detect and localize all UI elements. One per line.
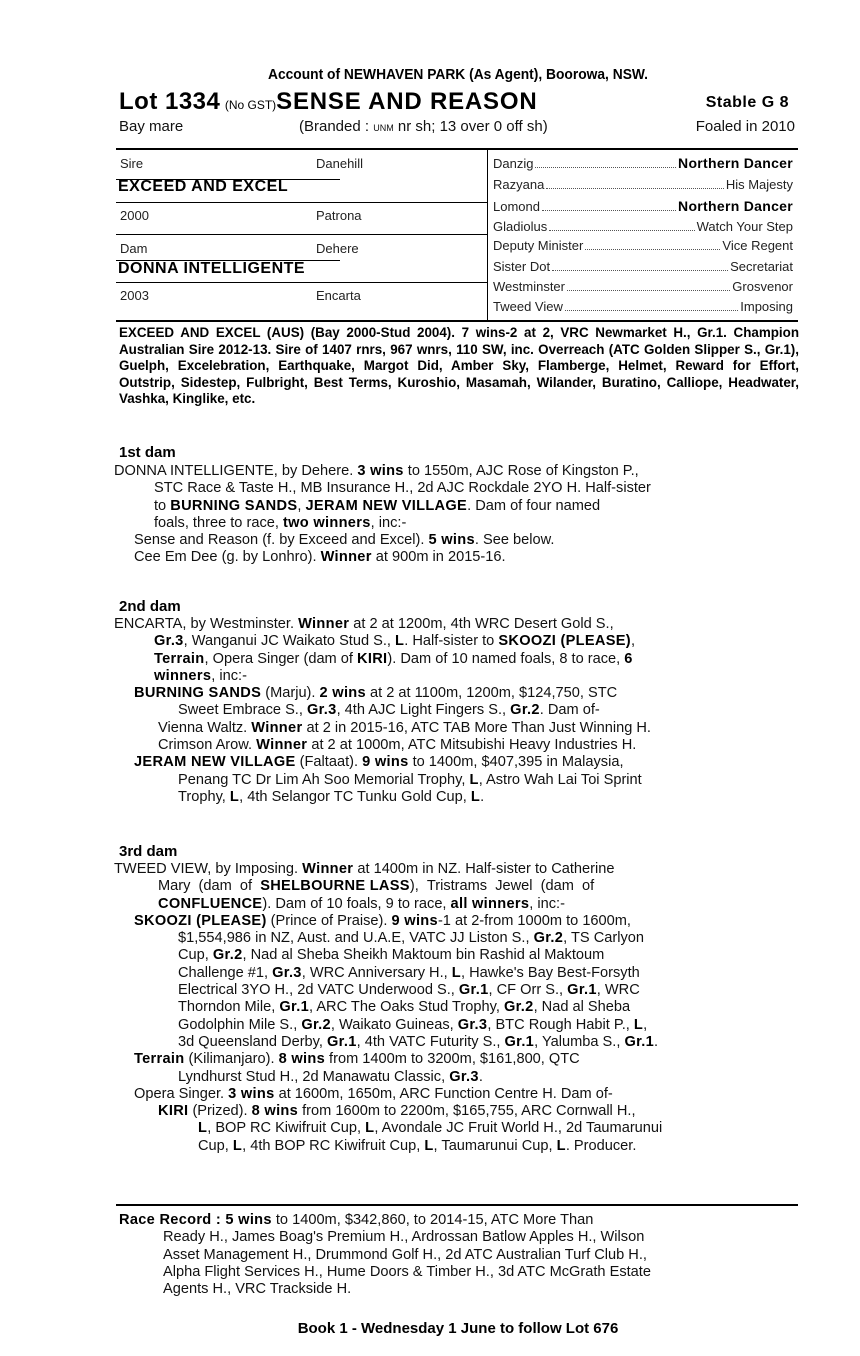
dam-dam: Encarta [316,288,361,303]
brand-text-a: (Branded : [299,118,374,135]
first-dam-text: DONNA INTELLIGENTE, by Dehere. 3 wins to 1550m, AJC Rose of Kingston P., STC Race & Taste H., MB Insurance H., 2d AJC Rockdale 2YO H. Half-sister to BURNING SANDS, JERAM NEW VILLAGE. Dam of four named foals, three to race, two winners, inc:- Sense and Reason (f. by Exceed and Excel). 5 wins. See below. Cee Em Dee (g. by Lonhro). Winner at 900m in 2015-16. [114,463,651,566]
race-record-text: to 1400m, $342,860, to 2014-15, ATC More Than [271,1212,594,1228]
lot-title-line [119,88,799,116]
gg-name: Razyana [493,177,545,192]
ped-line [116,282,487,283]
gg-parent: Secretariat [730,259,793,274]
gg-parent: Imposing [740,299,793,314]
first-dam-heading: 1st dam [119,444,176,461]
gg-name: Westminster [493,279,565,294]
sire-summary: EXCEED AND EXCEL (AUS) (Bay 2000-Stud 2004). 7 wins-2 at 2, VRC Newmarket H., Gr.1. Champion Australian Sire 2012-13. Sire of 1407 rnrs, 967 wnrs, 110 SW, inc. Overreach (ATC Golden Slipper S., Gr.1), Guelph, Excelebration, Earthquake, Margot Did, Amber Sky, Flamberge, Helmet, Reward for Effort, Outstrip, Sidestep, Fulbright, Best Terms, Kuroshio, Masamah, Wilander, Buratino, Calliope, Headwater, Vashka, Kinglike, etc. [119,325,799,406]
brand-unm: UNM [373,123,394,133]
gg-row [493,177,793,192]
dot-leader [552,270,728,271]
gg-name: Tweed View [493,299,563,314]
foaled-year: Foaled in 2010 [695,118,795,135]
dot-leader [542,210,676,211]
ped-line [116,202,487,203]
dam-sire: Dehere [316,241,359,256]
pedigree-divider [487,150,488,320]
lot-number: Lot 1334 [119,88,221,115]
third-dam-heading: 3rd dam [119,843,178,860]
dot-leader [565,310,738,311]
dot-leader [567,290,730,291]
horse-sex: Bay mare [119,118,184,135]
gg-parent: Watch Your Step [696,219,793,234]
gg-name: Deputy Minister [493,238,584,253]
race-record: Race Record : 5 wins to 1400m, $342,860, to 2014-15, ATC More Than Ready H., James Boag's Premium H., Ardrossan Batlow Apples H., Wilson Asset Management H., Drummond Golf H., 2d ATC Australian Turf Club H., Alpha Flight Services H., Hume Doors & Timber H., 3d ATC McGrath Estate Agents H., VRC Trackside H. [119,1212,651,1298]
second-dam-heading: 2nd dam [119,598,181,615]
gg-name: Danzig [493,156,534,171]
stable-location: Stable G 8 [705,94,789,111]
gg-row [493,238,793,253]
second-dam-text: ENCARTA, by Westminster. Winner at 2 at 1200m, 4th WRC Desert Gold S., Gr.3, Wanganui JC Waikato Stud S., L. Half-sister to SKOOZI (PLEASE), Terrain, Opera Singer (dam of KIRI). Dam of 10 named foals, 8 to race, 6 winners, inc:- BURNING SANDS (Marju). 2 wins at 2 at 1100m, 1200m, $124,750, STC Sweet Embrace S., Gr.3, 4th AJC Light Fingers S., Gr.2. Dam of- Vienna Waltz. Winner at 2 in 2015-16, ATC TAB More Than Just Winning H. Crimson Arow. Winner at 2 at 1000m, ATC Mitsubishi Heavy Industries H. JERAM NEW VILLAGE (Faltaat). 9 wins to 1400m, $407,395 in Malaysia, Penang TC Dr Lim Ah Soo Memorial Trophy, L, Astro Wah Lai Toi Sprint Trophy, L, 4th Selangor TC Tunku Gold Cup, L. [114,616,651,805]
gg-name: Gladiolus [493,219,548,234]
sire-dam: Patrona [316,208,362,223]
dot-leader [535,167,676,168]
gg-row [493,155,793,171]
gst-note: (No GST) [224,98,277,112]
gg-row [493,299,793,314]
sire-sire: Danehill [316,156,363,171]
sale-footer: Book 1 - Wednesday 1 June to follow Lot 676 [297,1320,619,1337]
gg-name: Lomond [493,199,540,214]
third-dam-text: TWEED VIEW, by Imposing. Winner at 1400m in NZ. Half-sister to Catherine Mary (dam of SHELBOURNE LASS), Tristrams Jewel (dam of CONFLUENCE). Dam of 10 foals, 9 to race, all winners, inc:- SKOOZI (PLEASE) (Prince of Praise). 9 wins-1 at 2-from 1000m to 1600m, $1,554,986 in NZ, Aust. and U.A.E, VATC JJ Liston S., Gr.2, TS Carlyon Cup, Gr.2, Nad al Sheba Sheikh Maktoum bin Rashid al Maktoum Challenge #1, Gr.3, WRC Anniversary H., L, Hawke's Bay Best-Forsyth Electrical 3YO H., 2d VATC Underwood S., Gr.1, CF Orr S., Gr.1, WRC Thorndon Mile, Gr.1, ARC The Oaks Stud Trophy, Gr.2, Nad al Sheba Godolphin Mile S., Gr.2, Waikato Guineas, Gr.3, BTC Rough Habit P., L, 3d Queensland Derby, Gr.1, 4th VATC Futurity S., Gr.1, Yalumba S., Gr.1. Terrain (Kilimanjaro). 8 wins from 1400m to 3200m, $161,800, QTC Lyndhurst Stud H., 2d Manawatu Classic, Gr.3. Opera Singer. 3 wins at 1600m, 1650m, ARC Function Centre H. Dam of- KIRI (Prized). 8 wins from 1600m to 2200m, $165,755, ARC Cornwall H., L, BOP RC Kiwifruit Cup, L, Avondale JC Fruit World H., 2d Taumarunui Cup, L, 4th BOP RC Kiwifruit Cup, L, Taumarunui Cup, L. Producer. [114,861,663,1154]
gg-parent: Northern Dancer [678,155,793,171]
gg-name: Sister Dot [493,259,551,274]
dot-leader [585,249,720,250]
gg-parent: Northern Dancer [678,198,793,214]
horse-details [119,118,795,138]
sire-label: Sire [120,156,144,171]
gg-row [493,279,793,294]
horse-name: SENSE AND REASON [276,88,538,115]
dam-name: DONNA INTELLIGENTE [118,260,306,277]
pedigree-table [116,148,798,322]
gg-row [493,219,793,234]
sire-name: EXCEED AND EXCEL [118,178,289,195]
brand-info [299,118,548,135]
ped-line [116,234,487,235]
dot-leader [546,188,724,189]
dam-label: Dam [120,241,148,256]
gg-row [493,198,793,214]
gg-row [493,259,793,274]
gg-parent: His Majesty [725,177,793,192]
gg-parent: Grosvenor [732,279,793,294]
dam-year: 2003 [120,288,149,303]
race-record-label: Race Record : 5 wins [119,1212,272,1228]
brand-text-b: nr sh; 13 over 0 off sh) [393,118,548,135]
section-rule [116,1204,798,1206]
vendor-account: Account of NEWHAVEN PARK (As Agent), Boorowa, NSW. [267,66,649,83]
dot-leader [549,230,694,231]
sire-year: 2000 [120,208,149,223]
gg-parent: Vice Regent [722,238,793,253]
